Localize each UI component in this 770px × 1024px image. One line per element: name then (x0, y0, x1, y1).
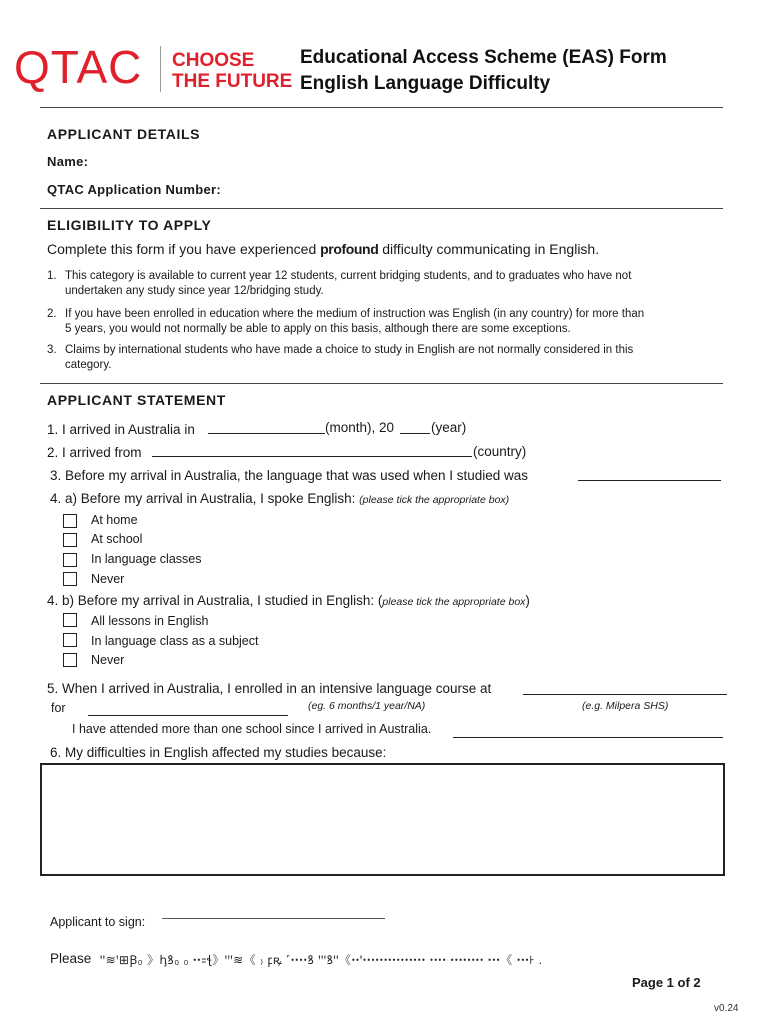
q1-label: 1. I arrived in Australia in (47, 422, 195, 437)
q4b-option-all-lessons: All lessons in English (91, 614, 209, 628)
q5-label: 5. When I arrived in Australia, I enrolled in an intensive language course at (47, 681, 492, 696)
q5-school-hint: (e.g. Milpera SHS) (582, 700, 669, 712)
q6-difficulties-textarea[interactable] (40, 763, 725, 876)
q4b-checkbox-language-subject[interactable] (63, 633, 77, 647)
q4a-hint: (please tick the appropriate box) (359, 494, 510, 506)
application-number-field[interactable] (258, 178, 718, 198)
applicant-details-heading: APPLICANT DETAILS (47, 126, 201, 142)
statement-rule (40, 383, 723, 384)
q4b-option-never: Never (91, 653, 125, 667)
application-number-label: QTAC Application Number: (47, 182, 222, 197)
form-title-line2: English Language Difficulty (300, 73, 551, 94)
tagline-line1: CHOOSE (172, 50, 255, 71)
garbled-instructions: ꞌꞌ≋ꞌ⊞Ꞵ₀ 》ꞕꝸ₀ ₀ ꞏꞏ꞊ꞎ》ꞌꞌꞌ≋《 ₎ ꝼꝶ ˹ꞏꞏꞏꞏꝸ ꞌꞌꞌꝸꞌꞌ《ꞏꞏꞌꞏꞏꞏꞏꞏꞏꞏꞏꞏꞏꞏꞏꞏꞏꞏ ꞏꞏꞏꞏ ꞏꞏꞏꞏꞏꞏꞏꞏ ꞏꞏꞏ《 ꞏꞏꞏ꜔ . (100, 953, 543, 967)
header-rule (40, 107, 723, 108)
please-label: Please (50, 951, 92, 966)
eligibility-item-3: 3. (47, 344, 57, 356)
q1-year-label: (year) (431, 420, 467, 435)
form-title (300, 45, 667, 97)
q6-label: 6. My difficulties in English affected my studies because: (50, 745, 387, 760)
logo-tagline (172, 50, 292, 92)
q1-month-field[interactable] (208, 433, 325, 434)
version-label: v0.24 (714, 1003, 739, 1014)
profound-emphasis: profound (320, 241, 379, 257)
form-title-line1: Educational Access Scheme (EAS) Form (300, 47, 667, 68)
q4a-option-at-home: At home (91, 513, 138, 527)
q5-more-schools-label: I have attended more than one school since I arrived in Australia. (72, 722, 432, 736)
q5-more-schools-field[interactable] (453, 737, 723, 738)
eligibility-item-1: 1. (47, 270, 57, 282)
eligibility-item-1-text: This category is available to current year 12 students, current bridging students, and to graduates who have not undertaken any study since year 12/bridging study. (65, 270, 632, 297)
eligibility-rule (40, 208, 723, 209)
q4b-checkbox-never[interactable] (63, 653, 77, 667)
q2-country-label: (country) (473, 444, 527, 459)
tagline-line2: THE FUTURE (172, 71, 293, 92)
q4a-label: 4. a) Before my arrival in Australia, I spoke English: (please tick the appropriate box) (50, 491, 510, 506)
q4b-hint: please tick the appropriate box (382, 596, 526, 608)
q4a-checkbox-at-school[interactable] (63, 533, 77, 547)
q5-for-label: for (51, 701, 66, 715)
eligibility-heading: ELIGIBILITY TO APPLY (47, 217, 212, 233)
eligibility-item-2: 2. (47, 308, 57, 320)
applicant-statement-heading: APPLICANT STATEMENT (47, 392, 226, 408)
name-label: Name: (47, 154, 89, 169)
q3-label: 3. Before my arrival in Australia, the language that was used when I studied was (50, 468, 529, 483)
q5-duration-field[interactable] (88, 715, 288, 716)
q4a-option-language-classes: In language classes (91, 552, 202, 566)
logo-divider (160, 46, 161, 92)
q4a-checkbox-never[interactable] (63, 572, 77, 586)
qtac-logo-wordmark: QTAC (14, 41, 143, 93)
q4a-checkbox-at-home[interactable] (63, 514, 77, 528)
q4a-option-never: Never (91, 572, 125, 586)
q5-school-field[interactable] (523, 694, 727, 695)
q4b-checkbox-all-lessons[interactable] (63, 613, 77, 627)
q2-label: 2. I arrived from (47, 445, 142, 460)
q4a-option-at-school: At school (91, 532, 143, 546)
q1-month-label: (month), 20 (325, 420, 395, 435)
q1-year-field[interactable] (400, 433, 430, 434)
q5-duration-hint: (eg. 6 months/1 year/NA) (308, 700, 426, 712)
q4a-checkbox-language-classes[interactable] (63, 553, 77, 567)
q4b-option-language-subject: In language class as a subject (91, 634, 259, 648)
q4b-label: 4. b) Before my arrival in Australia, I studied in English: (please tick the appropriate box) (47, 593, 530, 608)
signature-field[interactable] (162, 918, 385, 919)
eligibility-item-3-text: Claims by international students who have made a choice to study in English are not normally considered in this category. (65, 344, 634, 371)
name-field[interactable] (100, 150, 720, 170)
eligibility-item-2-text: If you have been enrolled in education where the medium of instruction was English (in any country) for more than 5 years, you would not normally be able to apply on this basis, although there are some exceptions. (65, 308, 645, 335)
q3-language-field[interactable] (578, 480, 721, 481)
eligibility-intro: Complete this form if you have experienced profound difficulty communicating in English. (47, 241, 600, 257)
page-indicator: Page 1 of 2 (632, 975, 701, 990)
applicant-sign-label: Applicant to sign: (50, 915, 146, 929)
q2-country-field[interactable] (152, 456, 472, 457)
